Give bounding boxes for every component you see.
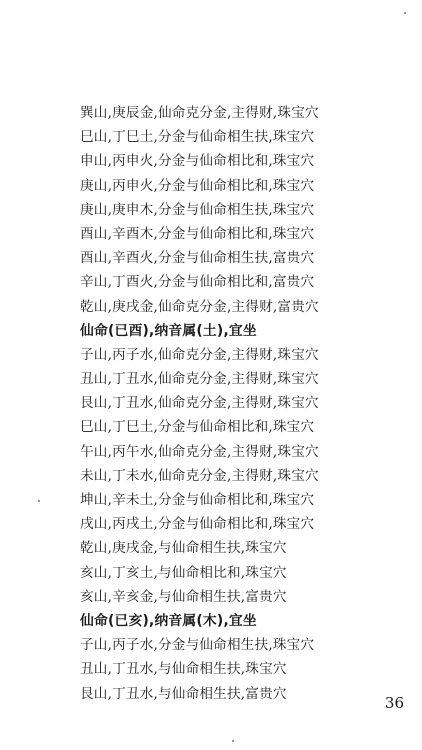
text-line: 申山,丙申火,分金与仙命相比和,珠宝穴	[80, 153, 315, 170]
text-line: 未山,丁未水,仙命克分金,主得财,珠宝穴	[80, 467, 319, 484]
text-line: 午山,丙午水,仙命克分金,主得财,珠宝穴	[80, 443, 319, 460]
text-line: 坤山,辛未土,分金与仙命相比和,珠宝穴	[80, 492, 315, 508]
section-heading: 仙命(已亥),纳音属(木),宜坐	[80, 612, 257, 629]
text-line: 酉山,辛酉木,分金与仙命相比和,珠宝穴	[80, 225, 315, 242]
text-line: 艮山,丁丑水,与仙命相生扶,富贵穴	[80, 685, 287, 702]
text-line: 庚山,丙申火,分金与仙命相比和,珠宝穴	[80, 177, 315, 194]
scan-speck	[38, 500, 40, 502]
scan-speck	[404, 12, 406, 14]
text-line: 酉山,辛酉火,分金与仙命相生扶,富贵穴	[80, 250, 315, 267]
text-line: 乾山,庚戌金,仙命克分金,主得财,富贵穴	[80, 298, 319, 315]
text-line: 艮山,丁丑水,仙命克分金,主得财,珠宝穴	[80, 395, 319, 412]
text-line: 巳山,丁巳土,分金与仙命相生扶,珠宝穴	[80, 129, 315, 146]
text-line: 乾山,庚戌金,与仙命相生扶,珠宝穴	[80, 540, 287, 557]
text-line: 巳山,丁巳土,分金与仙命相比和,珠宝穴	[80, 419, 315, 436]
page-number: 36	[384, 694, 404, 712]
text-line: 亥山,丁亥土,与仙命相比和,珠宝穴	[80, 564, 287, 581]
text-line: 庚山,庚申木,分金与仙命相生扶,珠宝穴	[80, 201, 315, 218]
scan-speck	[232, 740, 234, 742]
text-line: 子山,丙子水,仙命克分金,主得财,珠宝穴	[80, 346, 319, 363]
text-line: 亥山,辛亥金,与仙命相生扶,富贵穴	[80, 588, 287, 605]
text-line: 巽山,庚辰金,仙命克分金,主得财,珠宝穴	[80, 105, 319, 121]
section-heading: 仙命(已酉),纳音属(土),宜坐	[80, 322, 257, 339]
text-line: 丑山,丁丑水,仙命克分金,主得财,珠宝穴	[80, 371, 319, 388]
text-line: 丑山,丁丑水,与仙命相生扶,珠宝穴	[80, 661, 287, 678]
text-line: 子山,丙子水,分金与仙命相生扶,珠宝穴	[80, 637, 315, 654]
text-line: 戌山,丙戌土,分金与仙命相比和,珠宝穴	[80, 516, 315, 533]
text-block	[80, 101, 390, 706]
text-line: 辛山,丁酉火,分金与仙命相比和,富贵穴	[80, 274, 315, 291]
